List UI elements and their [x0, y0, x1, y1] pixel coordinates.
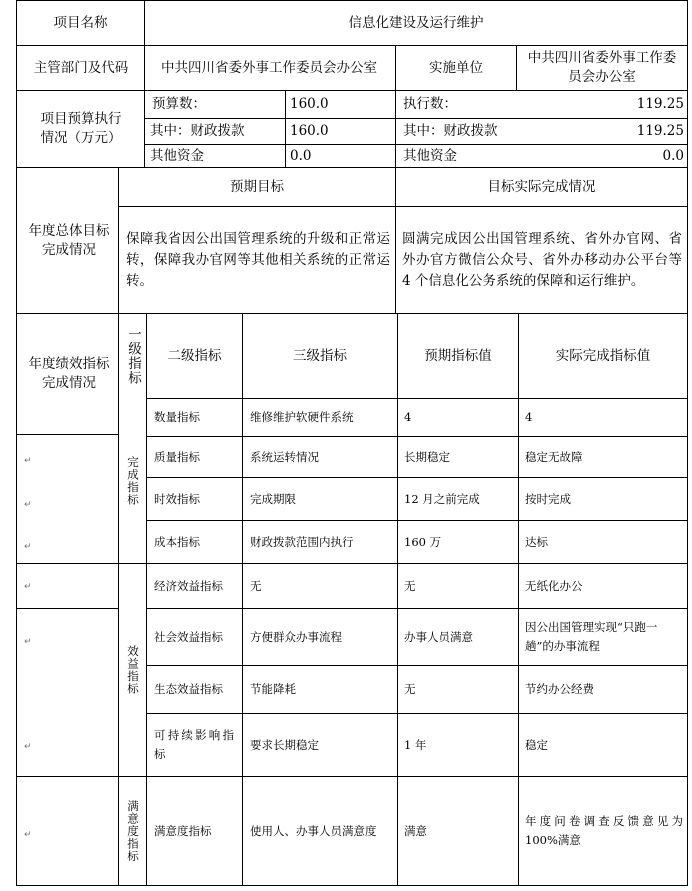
level1-header	[119, 314, 146, 398]
annual-goals-label: 年度总体目标完成情况	[28, 222, 110, 258]
actual-value-cell: 节约办公经费	[525, 682, 594, 696]
execution-amount-value: 119.25	[636, 96, 684, 112]
level3-cell: 要求长期稳定	[250, 737, 319, 752]
paragraph-mark-icon: ↵	[24, 830, 32, 840]
other-funds-exec-label: 其他资金	[403, 147, 457, 164]
paragraph-mark-icon: ↵	[24, 742, 32, 752]
implementing-unit-value: 中共四川省委外事工作委员会办公室	[527, 50, 677, 85]
other-funds-budget: 0.0	[290, 147, 312, 164]
level3-header: 三级指标	[293, 347, 347, 364]
level2-cell: 质量指标	[154, 449, 200, 464]
expected-value-cell: 12 月之前完成	[404, 491, 480, 506]
expected-value-cell: 无	[404, 578, 416, 593]
grid-line	[146, 313, 147, 886]
paragraph-mark-icon: ↵	[24, 456, 32, 466]
grid-line	[16, 434, 118, 435]
level3-cell: 方便群众办事流程	[250, 629, 342, 644]
benefit-indicator-group-text: 效益指标	[126, 645, 140, 695]
budget-amount-value: 160.0	[290, 96, 329, 112]
level3-cell: 系统运转情况	[250, 449, 319, 464]
level3-cell: 节能降耗	[250, 682, 296, 696]
level2-header: 二级指标	[167, 347, 222, 364]
grid-line	[687, 0, 688, 886]
satisfaction-indicator-group	[119, 777, 146, 885]
paragraph-mark-icon: ↵	[24, 542, 32, 552]
completion-indicator-group	[119, 399, 146, 563]
actual-value-cell: 4	[525, 410, 533, 424]
other-funds-label: 其他资金	[150, 147, 204, 164]
expected-value-header: 预期指标值	[424, 347, 492, 364]
satisfaction-indicator-group-text: 满意度指标	[126, 799, 140, 863]
actual-goal-header: 目标实际完成情况	[487, 178, 596, 195]
level1-header-text: 一级指标	[125, 327, 141, 385]
fiscal-allocation-label: 其中：财政拨款	[150, 123, 245, 139]
actual-goal-text: 圆满完成因公出国管理系统、省外办官网、省外办官方微信公众号、省外办移动办公平台等 4 个信息化公务系统的保障和运行维护。	[402, 230, 682, 289]
level3-cell: 无	[250, 578, 262, 593]
actual-value-cell: 因公出国管理实现“只跑一趟”的办事流程	[525, 620, 658, 653]
implementing-unit-label: 实施单位	[429, 59, 483, 76]
expected-value-cell: 无	[404, 682, 416, 696]
actual-value-cell: 稳定无故障	[525, 449, 583, 464]
level2-cell: 数量指标	[154, 410, 200, 424]
paragraph-mark-icon: ↵	[24, 582, 32, 592]
level3-cell: 使用人、办事人员满意度	[250, 823, 377, 838]
other-funds-exec: 0.0	[662, 147, 684, 164]
level2-cell: 满意度指标	[154, 823, 212, 838]
completion-indicator-group-text: 完成指标	[126, 456, 140, 506]
fiscal-allocation-exec: 119.25	[636, 123, 684, 139]
grid-line	[285, 90, 286, 167]
actual-value-cell: 按时完成	[525, 491, 571, 506]
grid-line	[516, 45, 517, 91]
level2-cell: 经济效益指标	[154, 578, 223, 593]
expected-value-cell: 办事人员满意	[404, 629, 473, 644]
department-label: 主管部门及代码	[33, 59, 129, 76]
expected-goal-text: 保障我省因公出国管理系统的升级和正常运转，保障我办官网等其他相关系统的正常运转。	[126, 230, 390, 289]
grid-line	[518, 313, 519, 886]
expected-goal-header: 预期目标	[230, 178, 284, 195]
project-name-label: 项目名称	[53, 14, 108, 31]
fiscal-allocation-budget: 160.0	[290, 123, 329, 139]
actual-value-cell: 稳定	[525, 737, 548, 752]
project-name-value: 信息化建设及运行维护	[348, 14, 484, 31]
level2-cell: 可持续影响指标	[154, 728, 234, 761]
grid-line	[242, 313, 243, 886]
performance-label: 年度绩效指标完成情况	[28, 356, 110, 391]
grid-line	[16, 0, 17, 886]
expected-value-cell: 满意	[404, 823, 427, 838]
benefit-indicator-group	[119, 564, 146, 776]
paragraph-mark-icon: ↵	[24, 500, 32, 510]
grid-line	[397, 313, 398, 886]
paragraph-mark-icon: ↵	[24, 637, 32, 647]
level2-cell: 社会效益指标	[154, 629, 223, 644]
fiscal-allocation-exec-label: 其中：财政拨款	[403, 123, 498, 139]
grid-line	[16, 608, 118, 609]
actual-value-cell: 达标	[525, 534, 548, 549]
execution-amount-label: 执行数：	[403, 96, 457, 112]
expected-value-cell: 4	[404, 410, 412, 424]
actual-value-header: 实际完成指标值	[555, 347, 651, 364]
actual-value-cell: 年度问卷调查反馈意见为 100%满意	[525, 814, 683, 847]
actual-value-cell: 无纸化办公	[525, 578, 583, 593]
level3-cell: 维修维护软硬件系统	[250, 410, 354, 424]
level2-cell: 成本指标	[154, 534, 200, 549]
expected-value-cell: 1 年	[404, 737, 427, 752]
level3-cell: 完成期限	[250, 491, 296, 506]
level2-cell: 生态效益指标	[154, 682, 223, 696]
budget-amount-label: 预算数：	[152, 96, 206, 112]
expected-value-cell: 160 万	[404, 534, 442, 549]
level2-cell: 时效指标	[154, 491, 200, 506]
expected-value-cell: 长期稳定	[404, 449, 450, 464]
department-value: 中共四川省委外事工作委员会办公室	[161, 59, 377, 76]
grid-line	[16, 885, 688, 886]
level3-cell: 财政拨款范围内执行	[250, 534, 354, 549]
budget-section-label: 项目预算执行情况（万元）	[40, 111, 122, 146]
